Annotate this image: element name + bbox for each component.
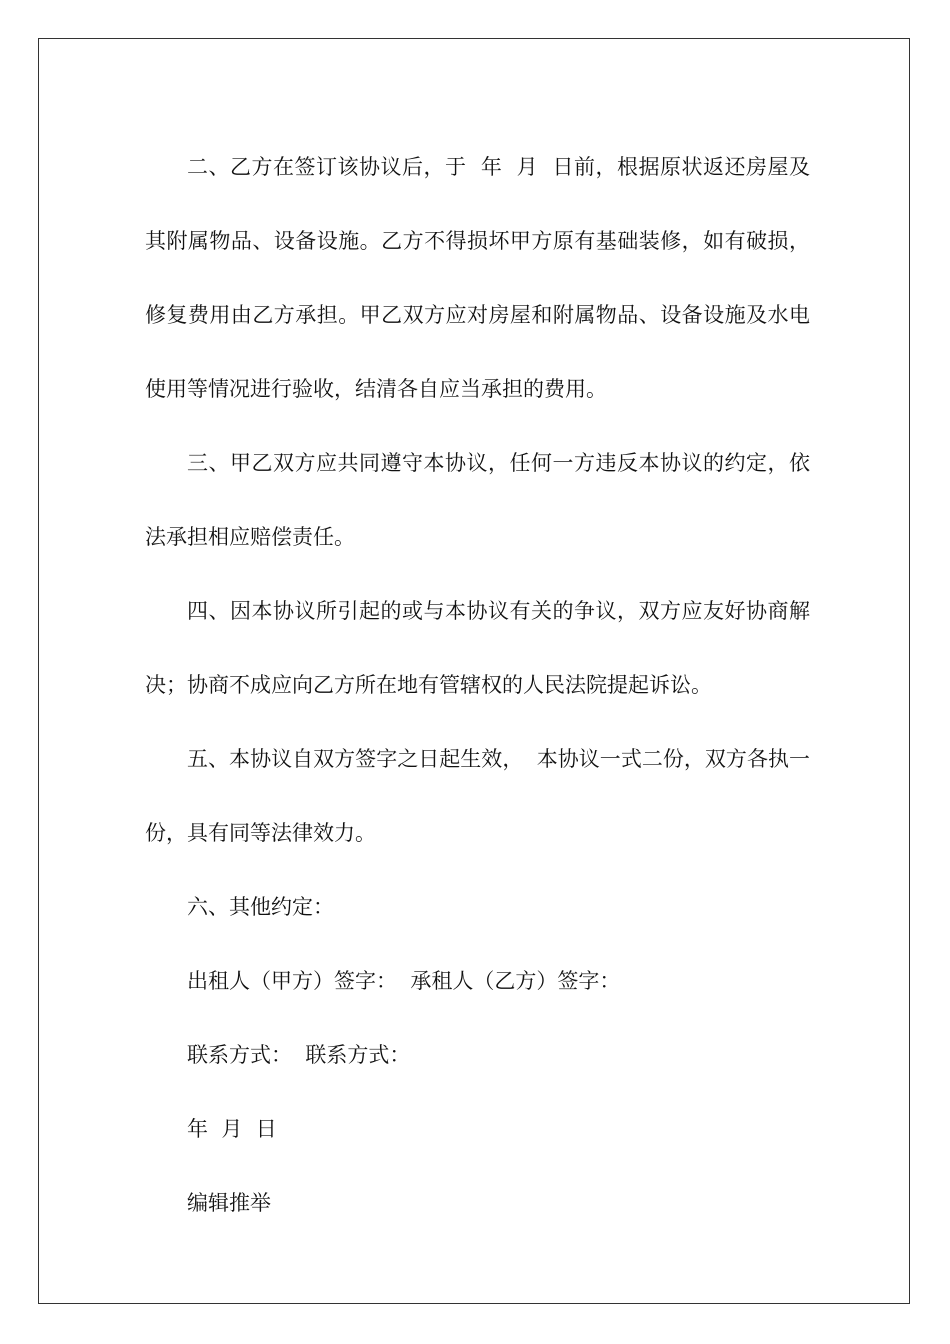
signature-line: 出租人（甲方）签字： 承租人（乙方）签字： (187, 969, 621, 993)
clause-four: 四、因本协议所引起的或与本协议有关的争议，双方应友好协商解决；协商不成应向乙方所在地有管辖权的人民法院提起诉讼。 (145, 599, 810, 697)
clause-two: 二、乙方在签订该协议后，于 年 月 日前，根据原状返还房屋及其附属物品、设备设施。乙方不得损坏甲方原有基础装修，如有破损，修复费用由乙方承担。甲乙双方应对房屋和附属物品、设备设施及水电使用等情况进行验收，结清各自应当承担的费用。 (145, 155, 810, 401)
contact-line: 联系方式： 联系方式： (187, 1043, 411, 1067)
document-body (145, 130, 810, 1240)
clause-six-other-terms: 六、其他约定： (187, 895, 334, 919)
clause-three: 三、甲乙双方应共同遵守本协议，任何一方违反本协议的约定，依法承担相应赔偿责任。 (145, 451, 810, 549)
recommend-label: 编辑推举 (187, 1191, 271, 1215)
date-line: 年 月 日 (187, 1117, 277, 1141)
clause-five: 五、本协议自双方签字之日起生效， 本协议一式二份，双方各执一份，具有同等法律效力。 (145, 747, 810, 845)
